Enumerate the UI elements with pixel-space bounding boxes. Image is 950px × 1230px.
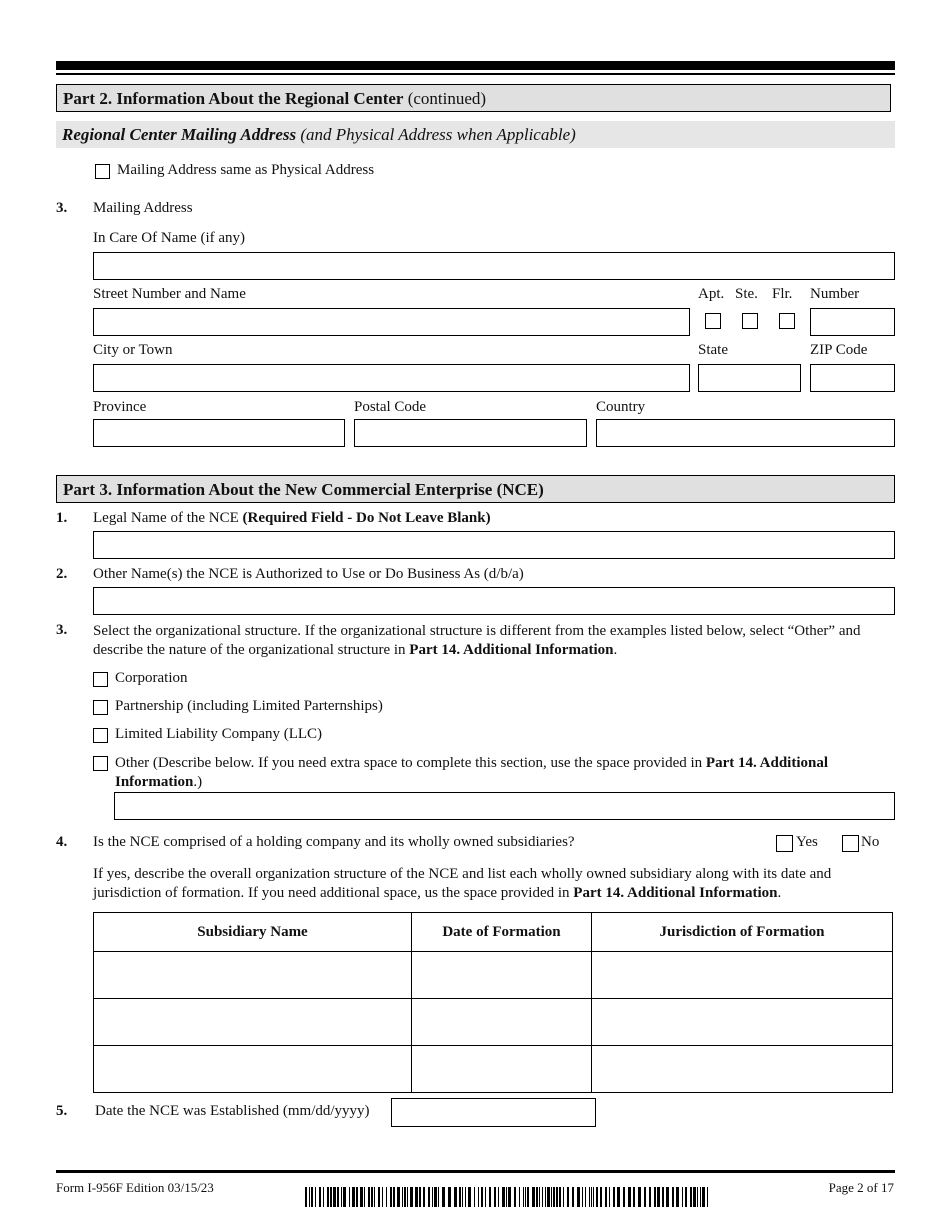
punctuation: .) [193, 774, 203, 790]
partnership-label: Partnership (including Limited Parternships) [115, 698, 383, 714]
part14-ref: Part 14. Additional Information [573, 885, 778, 901]
unit-number-input[interactable] [810, 308, 895, 336]
part3-header [56, 475, 895, 503]
footer-rule [56, 1170, 895, 1173]
corporation-label: Corporation [115, 670, 188, 686]
in-care-of-label: In Care Of Name (if any) [93, 230, 246, 246]
legal-name-label [93, 510, 491, 527]
date-established-label: Date the NCE was Established (mm/dd/yyyy) [95, 1103, 370, 1119]
holding-company-label: Is the NCE comprised of a holding company and its wholly owned subsidiaries? [93, 834, 575, 850]
other-label [115, 754, 895, 792]
city-label: City or Town [93, 342, 173, 358]
province-input[interactable] [93, 419, 345, 447]
date-of-formation-cell[interactable] [412, 952, 592, 999]
jurisdiction-cell[interactable] [592, 999, 893, 1046]
ste-label: Ste. [735, 286, 758, 302]
subsidiary-instructions [93, 865, 883, 903]
country-input[interactable] [596, 419, 895, 447]
jurisdiction-header: Jurisdiction of Formation [592, 913, 893, 952]
org-structure-text: Select the organizational structure. If the organizational structure is different from the examples listed below, select “Other” and describe the nature of the organizational structure in [93, 623, 861, 658]
jurisdiction-cell[interactable] [592, 952, 893, 999]
flr-label: Flr. [772, 286, 793, 302]
other-description-input[interactable] [114, 792, 895, 820]
other-text: Other (Describe below. If you need extra space to complete this section, use the space provided in [115, 755, 706, 771]
number-label: Number [810, 286, 860, 302]
top-rule-thin [56, 73, 895, 75]
apt-label: Apt. [698, 286, 725, 302]
partnership-checkbox[interactable] [93, 700, 108, 715]
page-number: Page 2 of 17 [828, 1180, 894, 1195]
part14-ref: Part 14. Additional Information [115, 755, 829, 790]
top-rule [56, 61, 895, 70]
state-label: State [698, 342, 728, 358]
country-label: Country [596, 399, 646, 415]
city-input[interactable] [93, 364, 690, 392]
zip-input[interactable] [810, 364, 895, 392]
date-of-formation-cell[interactable] [412, 999, 592, 1046]
street-input[interactable] [93, 308, 690, 336]
in-care-of-input[interactable] [93, 252, 895, 280]
date-of-formation-cell[interactable] [412, 1046, 592, 1093]
section-title-rest: (and Physical Address when Applicable) [296, 125, 576, 144]
corporation-checkbox[interactable] [93, 672, 108, 687]
province-label: Province [93, 399, 147, 415]
subsidiary-table [93, 912, 893, 1093]
street-label: Street Number and Name [93, 286, 246, 302]
other-names-input[interactable] [93, 587, 895, 615]
table-row [94, 999, 893, 1046]
subsidiary-name-cell[interactable] [94, 952, 412, 999]
legal-name-input[interactable] [93, 531, 895, 559]
part14-ref: Part 14. Additional Information [409, 642, 614, 658]
same-as-physical-checkbox[interactable] [95, 164, 110, 179]
postal-code-label: Postal Code [354, 399, 427, 415]
same-as-physical-label: Mailing Address same as Physical Address [117, 162, 375, 178]
subsidiary-text: If yes, describe the overall organization structure of the NCE and list each wholly owned subsidiary along with its date and jurisdiction of formation. If you need additional space, us the space provided in [93, 866, 832, 901]
form-edition: Form I-956F Edition 03/15/23 [56, 1180, 214, 1195]
apt-checkbox[interactable] [705, 313, 721, 329]
yes-label: Yes [796, 834, 818, 850]
other-checkbox[interactable] [93, 756, 108, 771]
subsidiary-name-cell[interactable] [94, 1046, 412, 1093]
legal-name-text: Legal Name of the NCE [93, 510, 243, 526]
required-note: (Required Field - Do Not Leave Blank) [242, 510, 491, 526]
zip-label: ZIP Code [810, 342, 868, 358]
mailing-address-label: Mailing Address [93, 200, 193, 216]
postal-code-input[interactable] [354, 419, 587, 447]
question-number: 5. [56, 1103, 68, 1119]
part2-title-continued: (continued) [403, 89, 487, 108]
section-title-bold: Regional Center Mailing Address [62, 125, 297, 144]
part3-title: Part 3. Information About the New Commercial Enterprise (NCE) [63, 480, 544, 499]
jurisdiction-cell[interactable] [592, 1046, 893, 1093]
subsidiary-name-cell[interactable] [94, 999, 412, 1046]
question-number: 4. [56, 834, 68, 850]
holding-yes-checkbox[interactable] [776, 835, 793, 852]
table-row [94, 952, 893, 999]
llc-checkbox[interactable] [93, 728, 108, 743]
table-header-row [94, 913, 893, 952]
table-row [94, 1046, 893, 1093]
part2-title: Part 2. Information About the Regional Center [63, 89, 404, 108]
question-number: 1. [56, 510, 68, 526]
org-structure-instructions [93, 622, 895, 660]
flr-checkbox[interactable] [779, 313, 795, 329]
punctuation: . [613, 642, 618, 658]
subsidiary-name-header: Subsidiary Name [94, 913, 412, 952]
mailing-address-section-title [56, 121, 895, 148]
barcode-image [305, 1187, 710, 1207]
other-names-label: Other Name(s) the NCE is Authorized to Use or Do Business As (d/b/a) [93, 566, 524, 582]
date-established-input[interactable] [391, 1098, 596, 1127]
state-select[interactable] [698, 364, 801, 392]
llc-label: Limited Liability Company (LLC) [115, 726, 323, 742]
holding-no-checkbox[interactable] [842, 835, 859, 852]
question-number: 3. [56, 200, 68, 216]
question-number: 2. [56, 566, 68, 582]
part2-header [56, 84, 891, 112]
ste-checkbox[interactable] [742, 313, 758, 329]
punctuation: . [777, 885, 782, 901]
no-label: No [861, 834, 880, 850]
date-of-formation-header: Date of Formation [412, 913, 592, 952]
question-number: 3. [56, 622, 68, 638]
